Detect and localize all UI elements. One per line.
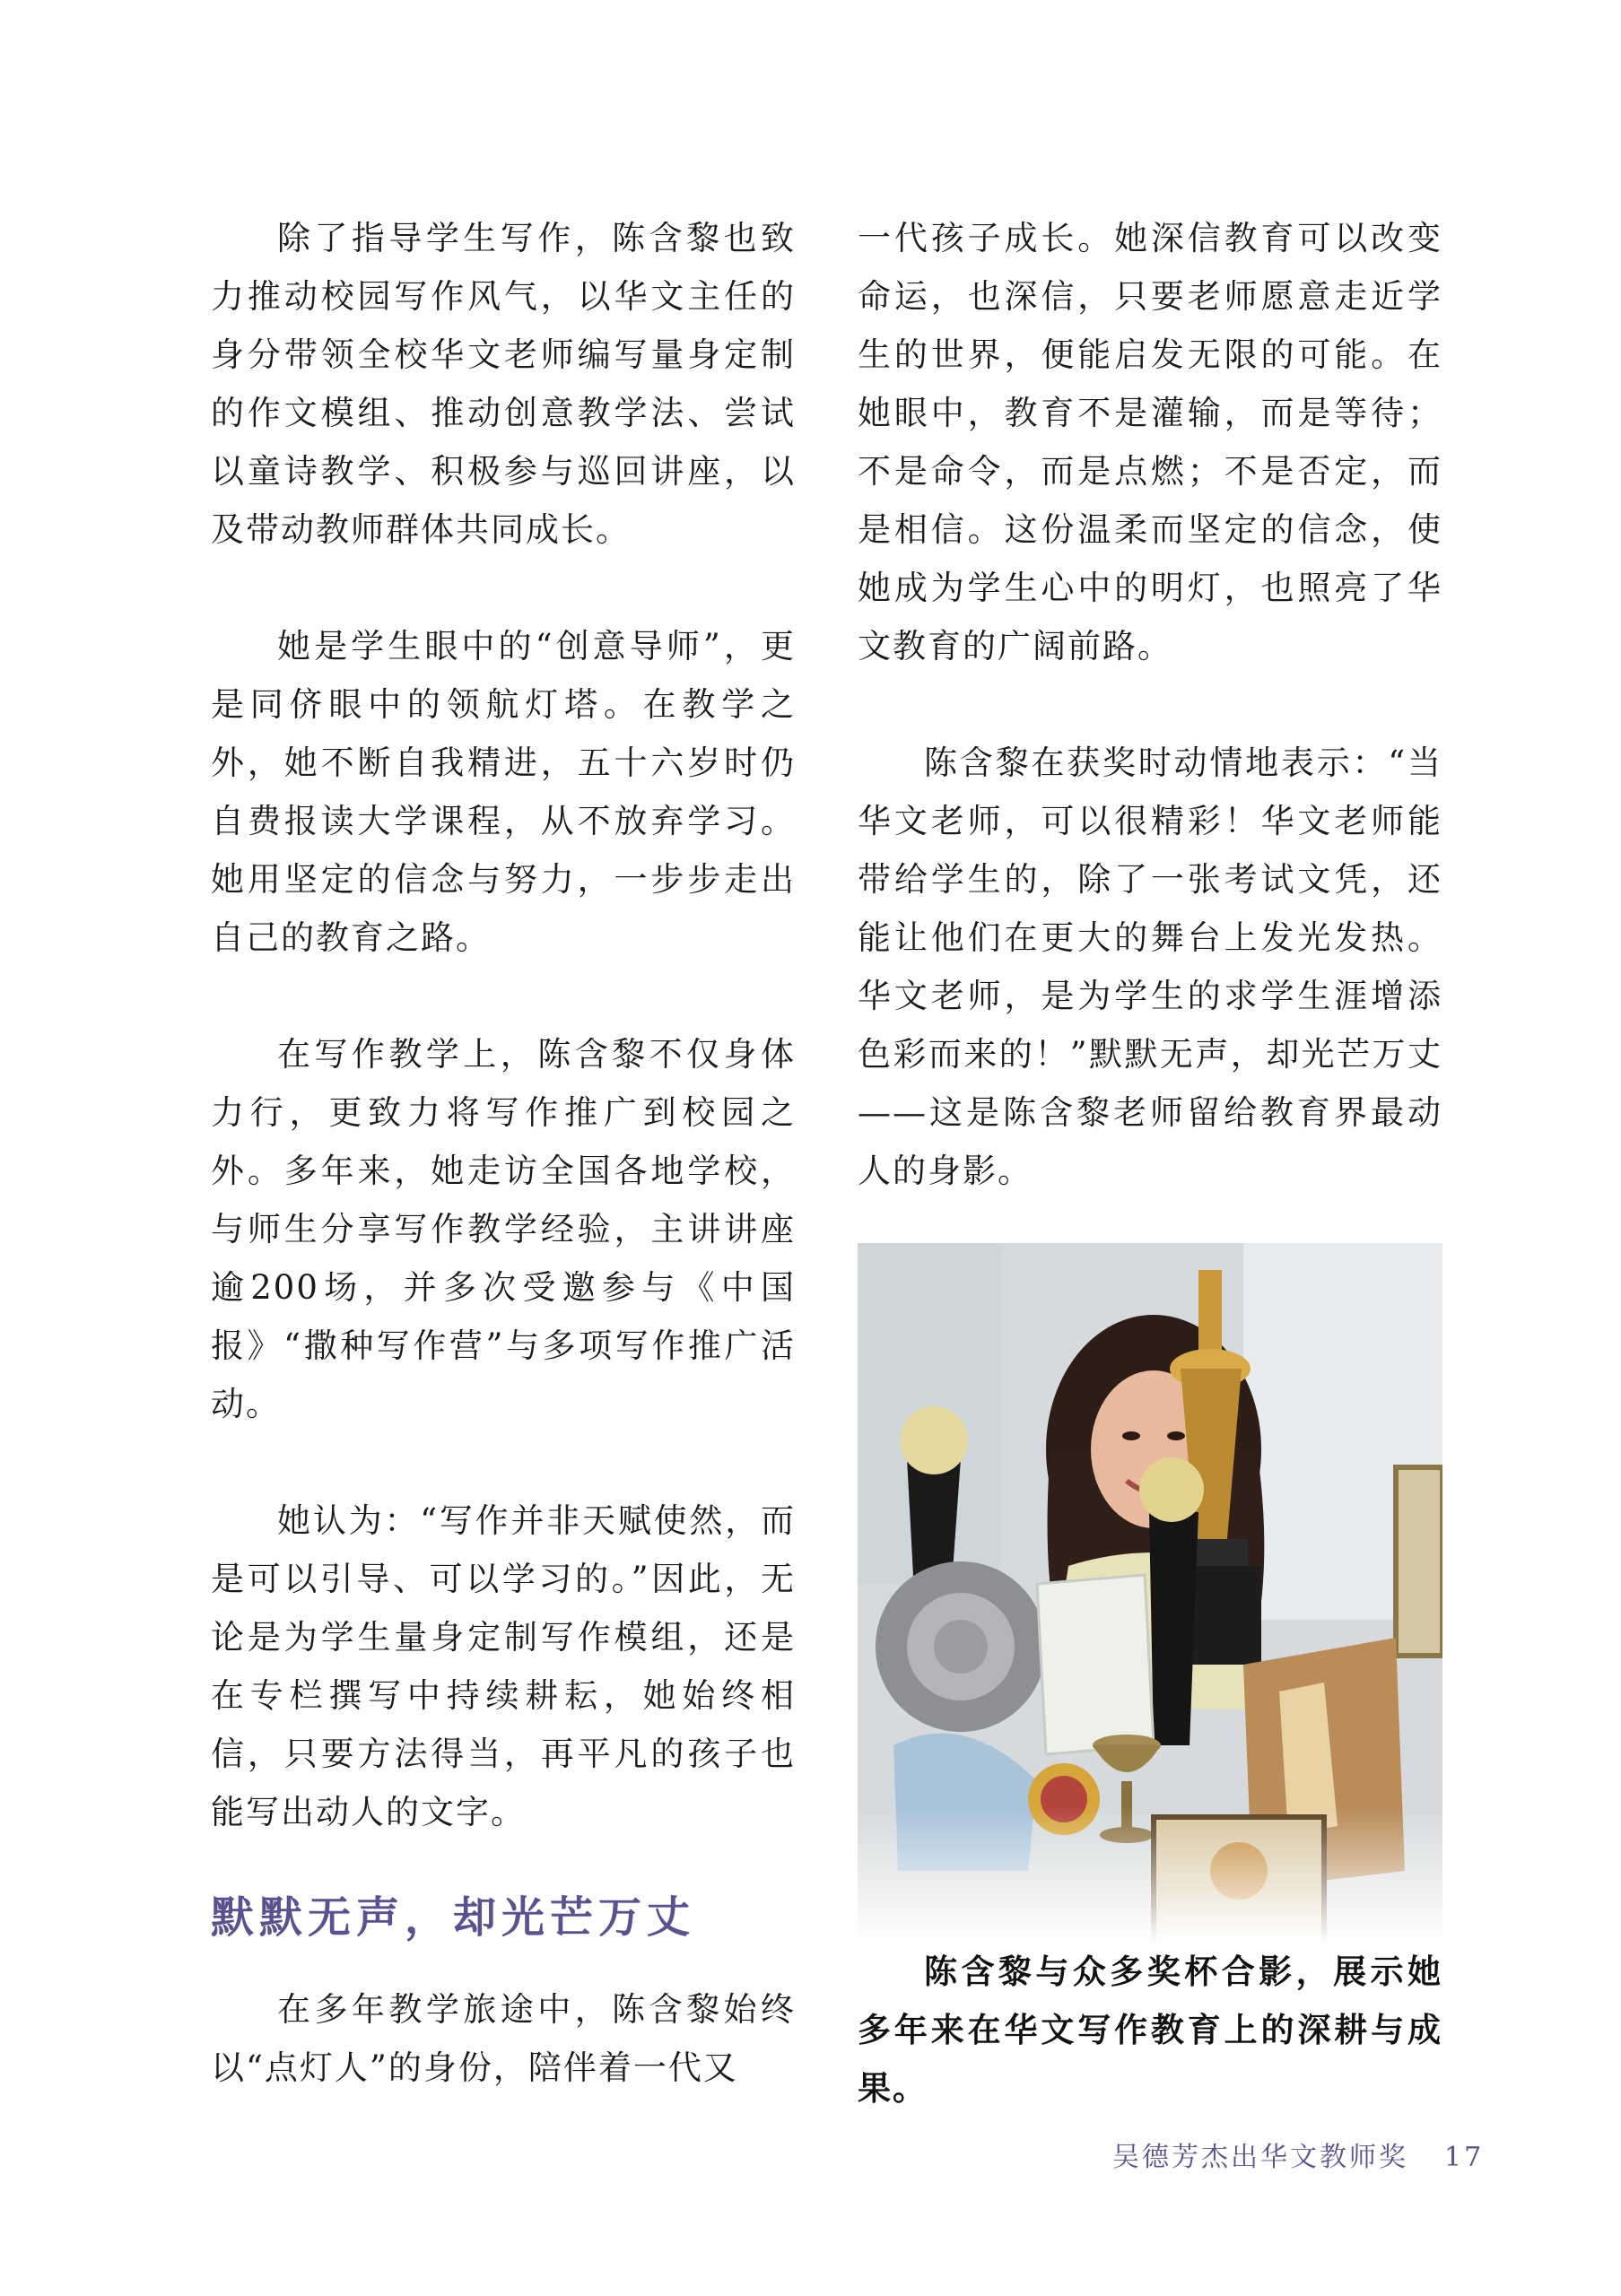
article-paragraph-4: 她认为：“写作并非天赋使然，而是可以引导、可以学习的。”因此，无论是为学生量身定制写作模组，还是在专栏撰写中持续耕耘，她始终相信，只要方法得当，再平凡的孩子也能写出动人的文字。: [211, 1501, 796, 1831]
teacher-with-trophies-photo: [858, 1243, 1442, 1943]
right-column: [858, 209, 1442, 2118]
article-paragraph-1: 除了指导学生写作，陈含黎也致力推动校园写作风气，以华文主任的身分带领全校华文老师编写量身定制的作文模组、推动创意教学法、尝试以童诗教学、积极参与巡回讲座，以及带动教师群体共同成长。: [211, 219, 796, 549]
page-number: 17: [1444, 2142, 1485, 2173]
article-paragraph-3: 在写作教学上，陈含黎不仅身体力行，更致力将写作推广到校园之外。多年来，她走访全国各地学校，与师生分享写作教学经验，主讲讲座逾200场，并多次受邀参与《中国报》“撒种写作营”与多项写作推广活动。: [211, 1035, 796, 1423]
page-footer: [1112, 2135, 1484, 2174]
article-paragraph-6: 陈含黎在获奖时动情地表示：“当华文老师，可以很精彩！华文老师能带给学生的，除了一张考试文凭，还能让他们在更大的舞台上发光发热。华文老师，是为学生的求学生涯增添色彩而来的！”默默无声，却光芒万丈——这是陈含黎老师留给教育界最动人的身影。: [858, 744, 1442, 1190]
section-heading: 默默无声，却光芒万丈: [211, 1892, 696, 1943]
left-column: [211, 209, 796, 2097]
article-paragraph-5-continued: 一代孩子成长。她深信教育可以改变命运，也深信，只要老师愿意走近学生的世界，便能启发无限的可能。在她眼中，教育不是灌输，而是等待；不是命令，而是点燃；不是否定，而是相信。这份温柔而坚定的信念，使她成为学生心中的明灯，也照亮了华文教育的广阔前路。: [858, 219, 1442, 665]
article-paragraph-2: 她是学生眼中的“创意导师”，更是同侪眼中的领航灯塔。在教学之外，她不断自我精进，五十六岁时仍自费报读大学课程，从不放弃学习。她用坚定的信念与努力，一步步走出自己的教育之路。: [211, 627, 796, 957]
footer-title: 吴德芳杰出华文教师奖: [1112, 2142, 1408, 2173]
photo-illustration: [858, 1243, 1442, 1943]
article-paragraph-5-start: 在多年教学旅途中，陈含黎始终以“点灯人”的身份，陪伴着一代又: [211, 1990, 796, 2087]
photo-caption: 陈含黎与众多奖杯合影，展示她多年来在华文写作教育上的深耕与成果。: [858, 1952, 1442, 2108]
